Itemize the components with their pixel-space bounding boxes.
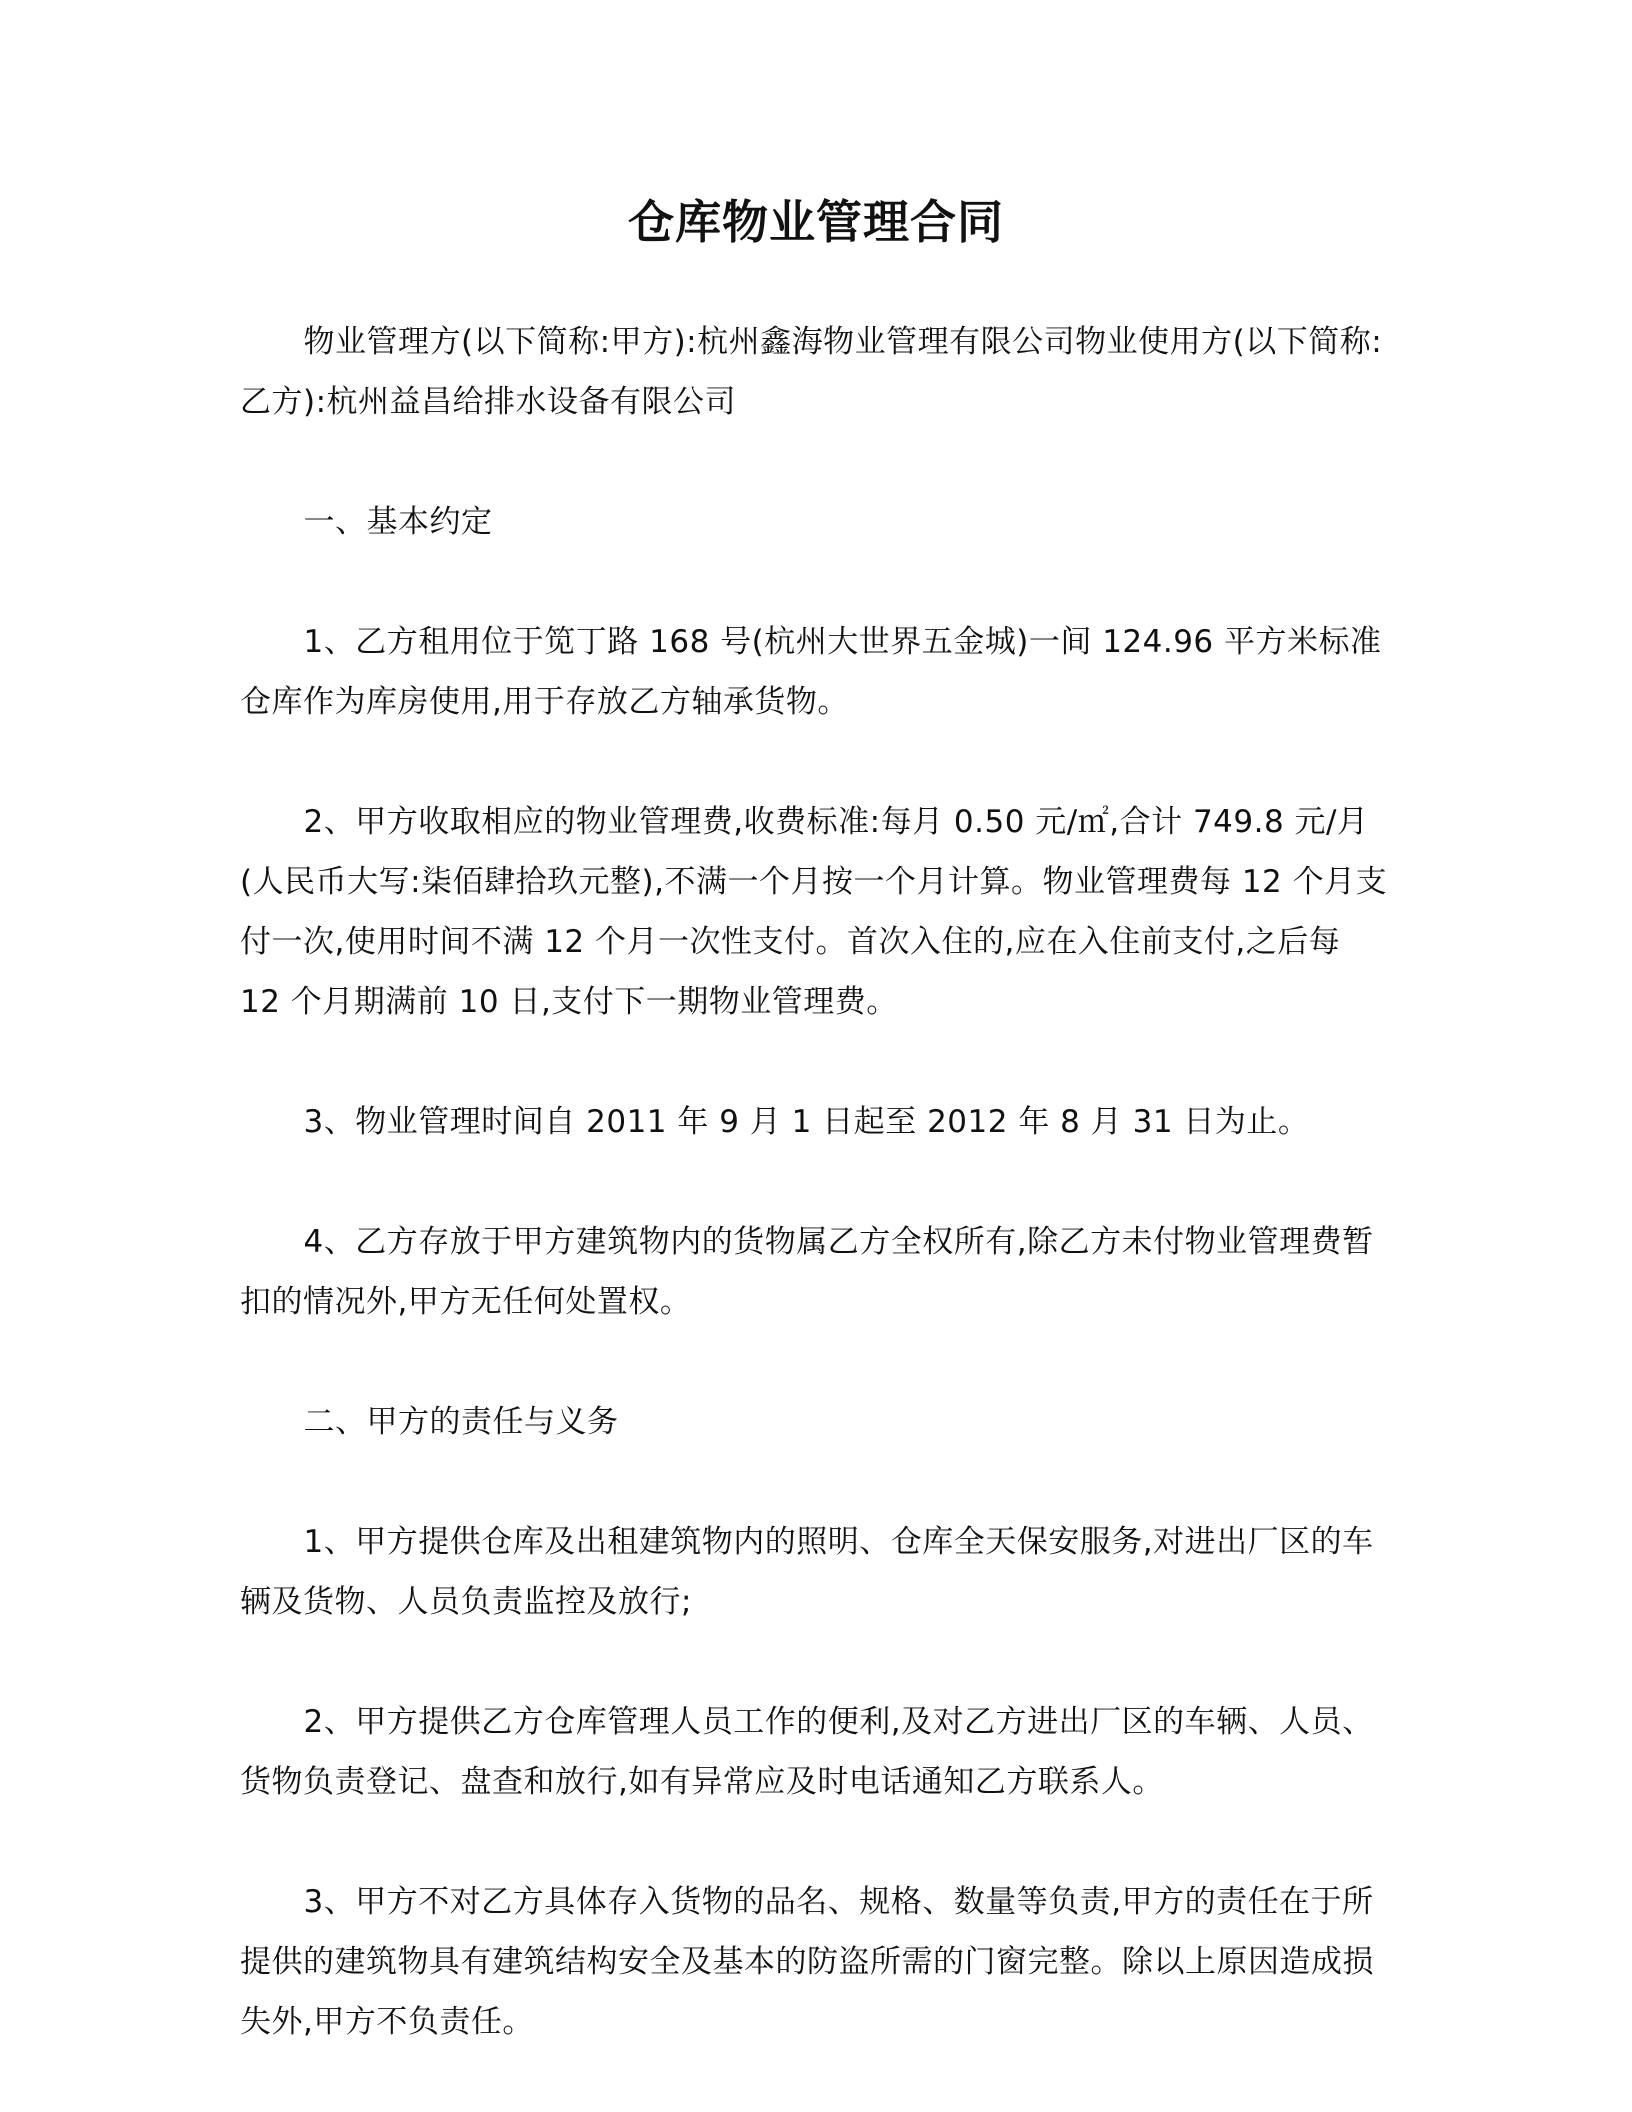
document-title: 仓库物业管理合同 <box>628 195 1004 249</box>
section-1-heading: 一、基本约定 <box>303 504 493 540</box>
section-1-clause-2: 2、甲方收取相应的物业管理费,收费标准:每月 0.50 元/㎡,合计 749.8 元/月(人民币大写:柒佰肆拾玖元整),不满一个月按一个月计算。物业管理费每 12 个月支付一次,使用时间不满 12 个月一次性支付。首次入住的,应在入住前支付,之后每 12 个月期满前 10 日,支付下一期物业管理费。 <box>240 804 1388 1020</box>
section-1-clause-1: 1、乙方租用位于笕丁路 168 号(杭州大世界五金城)一间 124.96 平方米标准仓库作为库房使用,用于存放乙方轴承货物。 <box>240 624 1382 720</box>
section-2-clause-1: 1、甲方提供仓库及出租建筑物内的照明、仓库全天保安服务,对进出厂区的车辆及货物、人员负责监控及放行; <box>240 1524 1374 1620</box>
section-2-heading: 二、甲方的责任与义务 <box>303 1404 619 1440</box>
section-1-clause-3: 3、物业管理时间自 2011 年 9 月 1 日起至 2012 年 8 月 31 日为止。 <box>303 1104 1310 1140</box>
section-2-clause-2: 2、甲方提供乙方仓库管理人员工作的便利,及对乙方进出厂区的车辆、人员、货物负责登记、盘查和放行,如有异常应及时电话通知乙方联系人。 <box>240 1704 1374 1800</box>
document-body <box>240 312 1390 2112</box>
parties-paragraph: 物业管理方(以下简称:甲方):杭州鑫海物业管理有限公司物业使用方(以下简称:乙方):杭州益昌给排水设备有限公司 <box>240 324 1383 420</box>
section-2-clause-3: 3、甲方不对乙方具体存入货物的品名、规格、数量等负责,甲方的责任在于所提供的建筑物具有建筑结构安全及基本的防盗所需的门窗完整。除以上原因造成损失外,甲方不负责任。 <box>240 1884 1374 2040</box>
section-1-clause-4: 4、乙方存放于甲方建筑物内的货物属乙方全权所有,除乙方未付物业管理费暂扣的情况外,甲方无任何处置权。 <box>240 1224 1374 1320</box>
